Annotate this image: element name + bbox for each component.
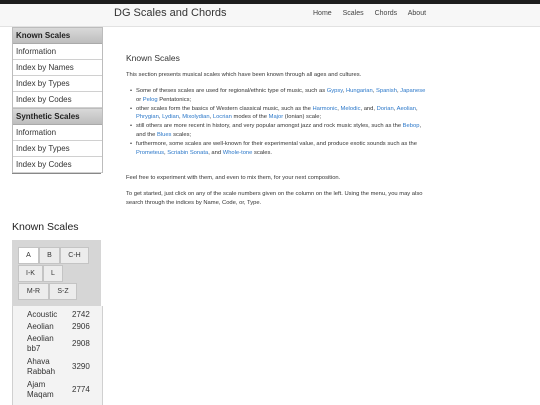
tab-a[interactable]: A	[18, 247, 39, 264]
intro-paragraph: This section presents musical scales which have been known through all ages and cultures.	[126, 72, 362, 78]
link-dorian[interactable]: Dorian	[376, 105, 394, 112]
menu-item-known-index-types[interactable]: Index by Types	[13, 76, 102, 92]
menu-item-known-information[interactable]: Information	[13, 44, 102, 60]
get-started-paragraph: To get started, just click on any of the scale numbers given on the column on the left. Using the menu, you may also search through the indices by Name, Code, or, Type.	[126, 191, 423, 206]
experiment-paragraph: Feel free to experiment with them, and even to mix them, for your next composition.	[126, 175, 341, 181]
scale-name[interactable]: Acoustic	[27, 310, 58, 319]
known-scales-menu	[12, 27, 103, 108]
bullet-text: ,	[415, 105, 418, 112]
bullet-text: or	[136, 96, 143, 103]
link-lydian[interactable]: Lydian	[162, 114, 179, 121]
bullet-text: other scales form the basics of Western classical music, such as the	[136, 105, 313, 112]
bullet-text: ,	[209, 114, 213, 121]
nav-link-home[interactable]: Home	[313, 10, 332, 17]
bullet-experimental	[130, 140, 426, 158]
bullet-text: ,	[164, 149, 168, 156]
bullet-text: ,	[342, 88, 346, 94]
bullet-text: ,	[337, 105, 341, 112]
menu-item-synthetic-index-types[interactable]: Index by Types	[13, 141, 102, 157]
synthetic-scales-menu	[12, 108, 103, 173]
link-bebop[interactable]: Bebop	[402, 123, 420, 130]
scale-name[interactable]: Ahava Rabbah	[27, 357, 56, 376]
letter-tabs	[12, 240, 101, 315]
synthetic-scales-menu-heading: Synthetic Scales	[13, 109, 102, 125]
scale-bullets	[130, 87, 426, 157]
menu-item-synthetic-index-codes[interactable]: Index by Codes	[13, 157, 102, 173]
link-gypsy[interactable]: Gypsy	[326, 88, 343, 94]
tab-l[interactable]: L	[43, 265, 63, 282]
tab-s-z[interactable]: S-Z	[49, 283, 77, 300]
link-pelog[interactable]: Pelog	[142, 96, 158, 103]
known-scales-menu-heading: Known Scales	[13, 28, 102, 44]
tab-b[interactable]: B	[39, 247, 60, 264]
scale-code[interactable]: 2908	[72, 339, 90, 348]
scale-name[interactable]: Aeolian bb7	[27, 334, 54, 353]
nav-link-chords[interactable]: Chords	[374, 10, 398, 17]
link-scriabin-sonata[interactable]: Scriabin Sonata	[167, 149, 209, 156]
bullet-text: ,	[393, 105, 397, 112]
bullet-jazz-rock	[130, 122, 426, 140]
tab-c-h[interactable]: C-H	[60, 247, 89, 264]
known-scales-list-heading: Known Scales	[12, 221, 79, 233]
bullet-ethnic	[130, 87, 426, 105]
link-spanish[interactable]: Spanish	[375, 88, 397, 94]
bullet-text: furthermore, some scales are well-known for their experimental value, and produce exotic sounds such as the	[136, 140, 417, 147]
link-mixolydian[interactable]: Mixolydian	[182, 114, 210, 121]
bullet-text: , and,	[360, 105, 377, 112]
link-phrygian[interactable]: Phrygian	[136, 114, 159, 121]
link-aeolian[interactable]: Aeolian	[396, 105, 416, 112]
tab-i-k[interactable]: I-K	[18, 265, 43, 282]
sidebar	[12, 27, 101, 174]
bullet-text: ,	[396, 88, 401, 94]
bullet-text: ,	[158, 114, 163, 121]
bullet-text: still others are more recent in history, and very popular amongst jazz and rock music styles, such as the	[136, 123, 403, 130]
link-prometeus[interactable]: Prometeus	[136, 149, 165, 156]
link-blues[interactable]: Blues	[156, 131, 172, 138]
link-melodic[interactable]: Melodic	[340, 105, 361, 112]
scale-code[interactable]: 3290	[72, 362, 90, 371]
nav-link-scales[interactable]: Scales	[342, 10, 364, 17]
scale-list	[12, 306, 103, 405]
menu-item-known-index-names[interactable]: Index by Names	[13, 60, 102, 76]
bullet-text: (Ionian) scale;	[283, 114, 322, 121]
menu-item-synthetic-information[interactable]: Information	[13, 125, 102, 141]
bullet-text: Some of theses scales are used for regional/ethnic type of music, such as	[136, 88, 327, 94]
bullet-text: scales.	[252, 149, 273, 156]
bullet-classical	[130, 105, 426, 123]
bullet-text: ,	[372, 88, 376, 94]
bullet-text: ,	[179, 114, 183, 121]
bullet-text: , and	[208, 149, 223, 156]
scale-code[interactable]: 2774	[72, 385, 90, 394]
link-japanese[interactable]: Japanese	[400, 88, 426, 94]
menu-item-known-index-codes[interactable]: Index by Codes	[13, 92, 102, 108]
page-title: Known Scales	[126, 53, 180, 63]
scale-name[interactable]: Ajam Maqam	[27, 380, 54, 399]
sidebar-divider	[12, 173, 101, 174]
bullet-text: scales;	[171, 131, 192, 138]
scale-code[interactable]: 2906	[72, 322, 90, 331]
link-hungarian[interactable]: Hungarian	[346, 88, 373, 94]
bullet-text: modes of the	[231, 114, 269, 121]
scale-code[interactable]: 2742	[72, 310, 90, 319]
tab-m-r[interactable]: M-R	[18, 283, 49, 300]
scale-name[interactable]: Aeolian	[27, 322, 54, 331]
bullet-text: , and the	[136, 123, 422, 138]
site-title[interactable]: DG Scales and Chords	[114, 7, 227, 19]
bullet-text: Pentatonics;	[157, 96, 192, 103]
link-major[interactable]: Major	[268, 114, 284, 121]
link-harmonic[interactable]: Harmonic	[312, 105, 338, 112]
link-locrian[interactable]: Locrian	[212, 114, 232, 121]
nav-link-about[interactable]: About	[407, 10, 427, 17]
nav-links	[313, 10, 435, 17]
link-whole-tone[interactable]: Whole-tone	[222, 149, 253, 156]
navbar	[0, 4, 540, 27]
